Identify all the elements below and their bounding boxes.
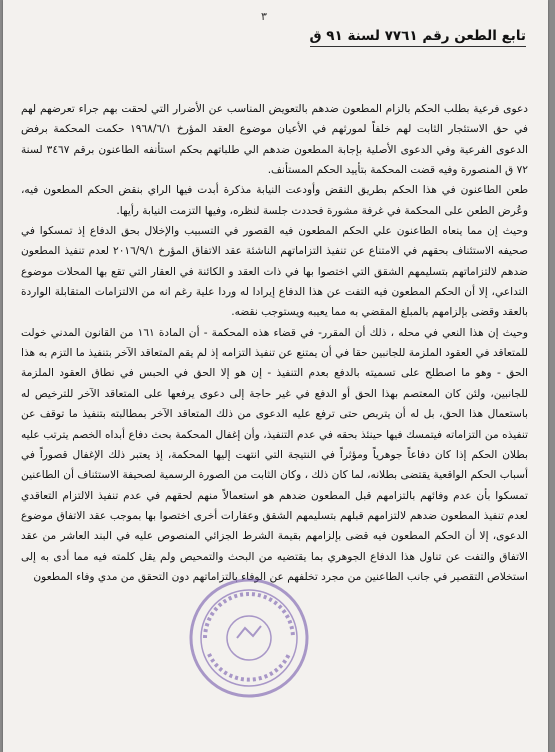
paragraph: دعوى فرعية بطلب الحكم بالزام المطعون ضدهم بالتعويض المناسب عن الأضرار التي لحقت بهم جراء تعرضهم لهم في حق الاستئجار الثابت لهم خلفاً لمورثهم في الأعيان موضوع العقد المؤرخ ١٩٦٨/٦/١ حكمت المحكمة برفض الدعوى الفرعية وفي الدعوى الأصلية بإجابة المطعون ضدهم الي طلباتهم بحكم استأنفه الطاعنون برقم ٣٤٦٧ لسنة ٧٢ ق المنصورة وفيه قضت المحكمة بتأييد الحكم المستأنف.	[21, 103, 528, 177]
header-underline	[310, 46, 526, 47]
paragraph: وحيث إن مما ينعاه الطاعنون علي الحكم المطعون فيه القصور في التسبيب والإخلال بحق الدفاع إذ تمسكوا في صحيفه الاستئناف بحقهم في الامتناع عن تنفيذ التزاماتهم الناشئة عقد الاتفاق المؤرخ ٢٠١٦/٩/١ لعدم تنفيذ المطعون ضدهم لالتزاماتهم بتسليمهم الشقق التي اختصوا بها في ذات العقد و الكائنة في العقار التي تقع بها المحلات موضوع التداعي، إلا أن الحكم المطعون فيه التفت عن هذا الدفاع إيرادا له وردا علية رغم انه من الالتزامات المتقابلة الواردة بالعقد وقضى بإلزامهم بالمبلغ المقضي به مما يعيبه ويستوجب نقضه.	[21, 225, 529, 319]
page-number: ٣	[261, 10, 267, 23]
case-header	[310, 28, 526, 47]
paragraph: وحيث إن هذا النعي في محله ، ذلك أن المقرر- في قضاء هذه المحكمة - أن المادة ١٦١ من القانون المدني خولت للمتعاقد في العقود الملزمة للجانبين حقا في أن يمتنع عن تنفيذ التزامه إذ لم يقم المتعاقد الآخر بتنفيذ ما التزم به هذا الحق - وهو ما اصطلح على تسميته بالدفع بعدم التنفيذ - إن هو إلا الحق في الحبس في نطاق العقود الملزمة للجانبين، ولئن كان المعتصم بهذا الحق أو الدفع في غير حاجة إلى دعوى يرفعها على المتعاقد الآخر للترخيص له باستعمال هذا الحق، بل له أن يتربص حتى ترفع عليه الدعوى من ذلك المتعاقد الآخر بمطالبته بتنفيذ ما توقف عن تنفيذه من التزاماته فيتمسك فيها حينئذ بحقه في عدم التنفيذ، وأن إغفال المحكمة بحث دفاع أبداه الخصم يترتب عليه بطلان الحكم إذا كان دفاعاً جوهرياً ومؤثراً في النتيجة التي انتهت إليها المحكمة، إذ يعتبر ذلك الإغفال قصوراً في أسباب الحكم الواقعية يقتضى بطلانه، لما كان ذلك ، وكان الثابت من الصورة الرسمية لصحيفة الاستئناف أن الطاعنين تمسكوا بأن عدم وفائهم بالتزامهم قبل المطعون ضدهم هو استعمالاً منهم لحقهم في عدم تنفيذ الالتزام التعاقدي لعدم تنفيذ المطعون ضدهم لالتزامهم قبلهم بتسليمهم الشقق وعقارات أخرى اختصوا بها بموجب عقد الاتفاق موضوع الدعوى، إلا أن الحكم المطعون فيه قضى بإلزامهم بقيمة الشرط الجزائي المنصوص عليه في البند العاشر من عقد الاتفاق والتفت عن تناول هذا الدفاع الجوهري بما يقتضيه من البحث والتمحيص ولم يقل كلمته فيه مما أدى به إلى استخلاص التقصير في جانب الطاعنين من مجرد تخلفهم عن الوفاء بالتزاماتهم دون التحقق من مدي وفاء المطعون	[21, 326, 528, 583]
document-page	[3, 0, 548, 752]
document-body	[21, 99, 528, 587]
official-stamp-icon	[185, 574, 313, 702]
case-header-text: تابع الطعن رقم ٧٧٦١ لسنة ٩١ ق	[309, 28, 526, 44]
paragraph: طعن الطاعنون في هذا الحكم بطريق النقض وأودعت النيابة مذكرة أبدت فيها الراي بنقض الحكم المطعون فيه، وعُرض الطعن على المحكمة في غرفة مشورة فحددت جلسة لنظره، وفيها التزمت النيابة رأيها.	[21, 184, 528, 217]
